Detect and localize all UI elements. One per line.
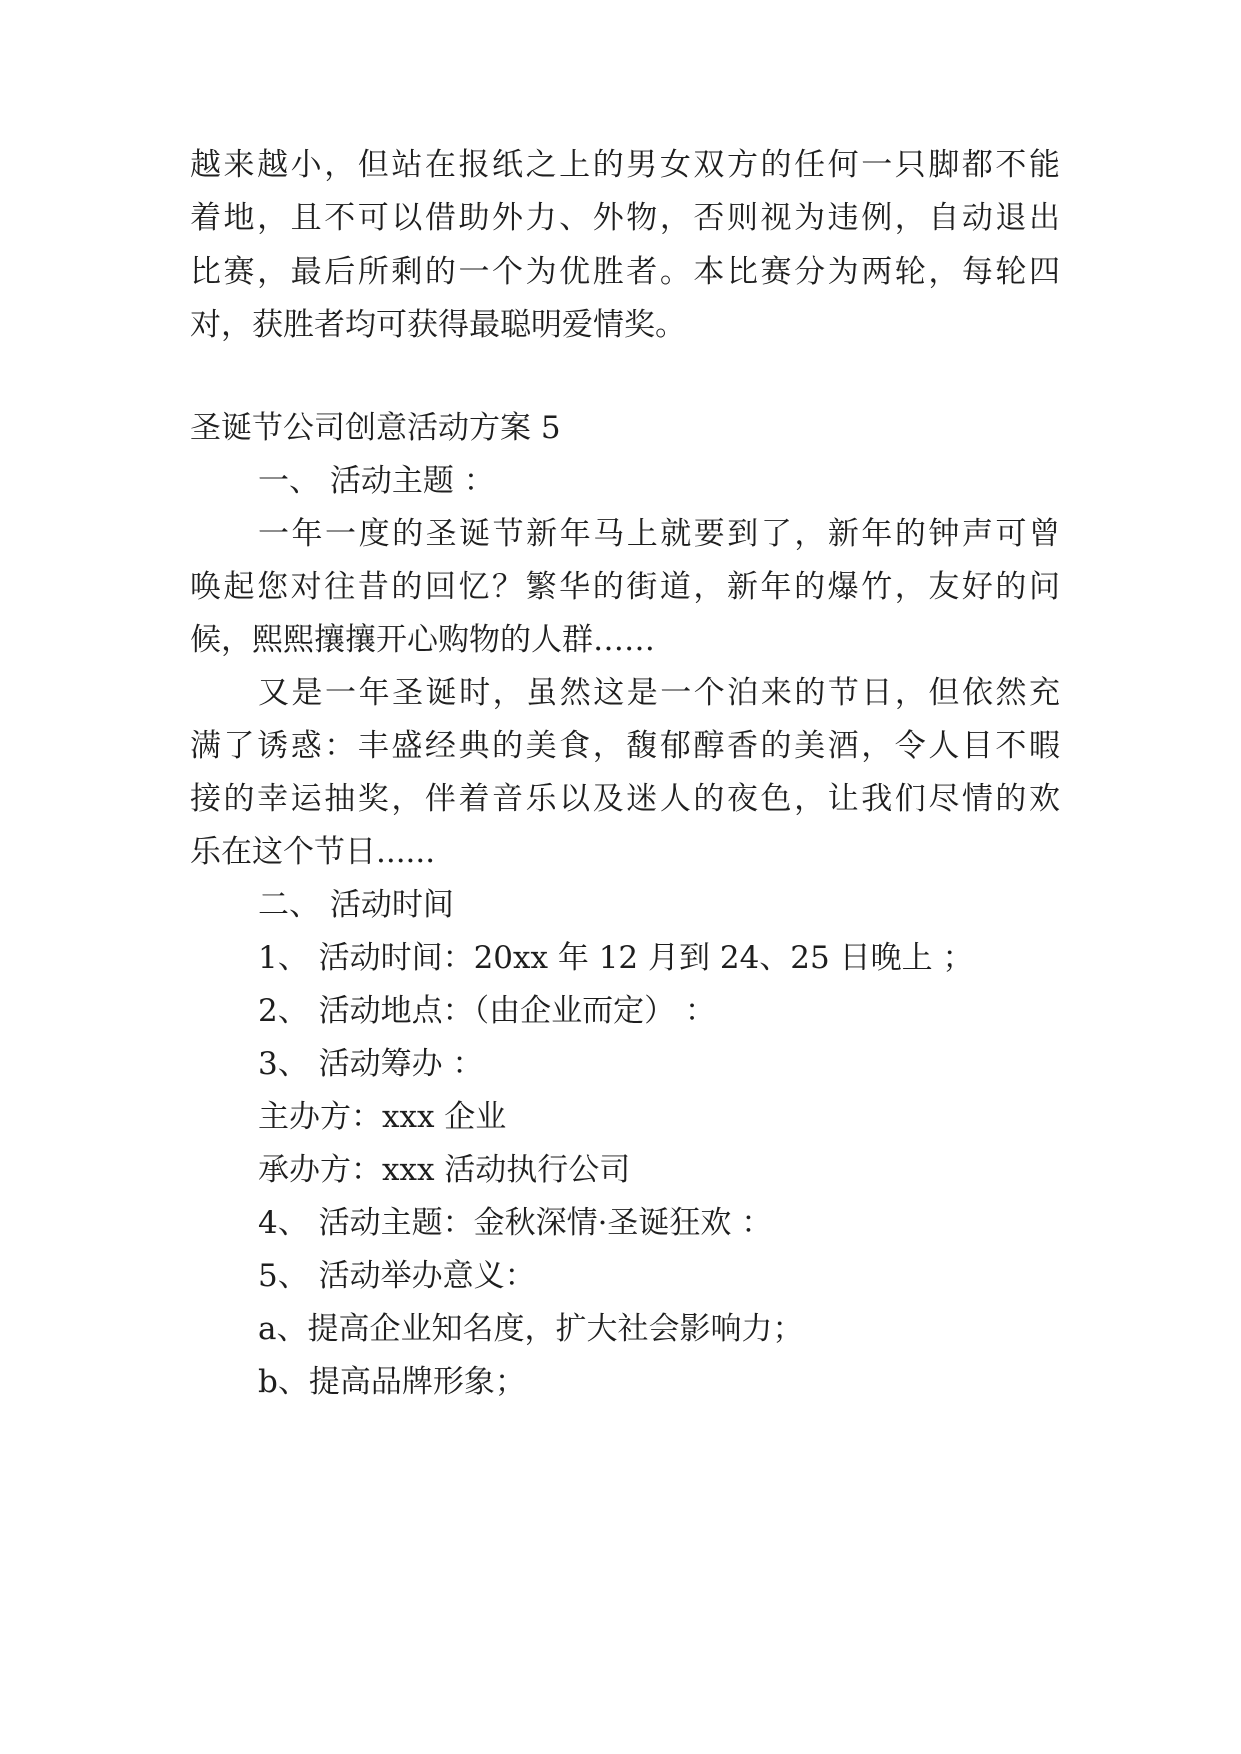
body-line: 一年一度的圣诞节新年马上就要到了，新年的钟声可曾 [258,516,1060,552]
list-item: 承办方：xxx 活动执行公司 [258,1152,631,1188]
list-item: 2、 活动地点：（由企业而定） ： [258,993,716,1029]
list-item: b、提高品牌形象； [258,1364,526,1400]
body-line: 乐在这个节日...... [190,834,436,870]
body-line: 着地，且不可以借助外力、外物，否则视为违例，自动退出 [190,200,1060,236]
list-item: 4、 活动主题：金秋深情·圣诞狂欢 ： [258,1205,773,1241]
section-heading: 一、 活动主题 ： [258,463,495,499]
list-item: 1、 活动时间：20xx 年 12 月到 24、25 日晚上 ； [258,940,974,976]
list-item: 3、 活动筹办 ： [258,1046,484,1082]
section-heading: 二、 活动时间 [258,887,454,923]
section-title: 圣诞节公司创意活动方案 5 [190,410,561,446]
list-item: 5、 活动举办意义： [258,1258,536,1294]
body-line: 唤起您对往昔的回忆？繁华的街道，新年的爆竹，友好的问 [190,569,1060,605]
body-line: 越来越小，但站在报纸之上的男女双方的任何一只脚都不能 [190,147,1060,183]
body-line: 又是一年圣诞时，虽然这是一个泊来的节日，但依然充 [258,675,1060,711]
body-line: 满了诱惑：丰盛经典的美食，馥郁醇香的美酒，令人目不暇 [190,728,1060,764]
list-item: 主办方：xxx 企业 [258,1099,507,1135]
body-line: 比赛，最后所剩的一个为优胜者。本比赛分为两轮，每轮四 [190,254,1060,290]
list-item: a、提高企业知名度，扩大社会影响力； [258,1311,804,1347]
body-line: 对，获胜者均可获得最聪明爱情奖。 [190,307,686,343]
body-line: 候，熙熙攘攘开心购物的人群…… [190,622,655,658]
body-line: 接的幸运抽奖，伴着音乐以及迷人的夜色，让我们尽情的欢 [190,781,1060,817]
